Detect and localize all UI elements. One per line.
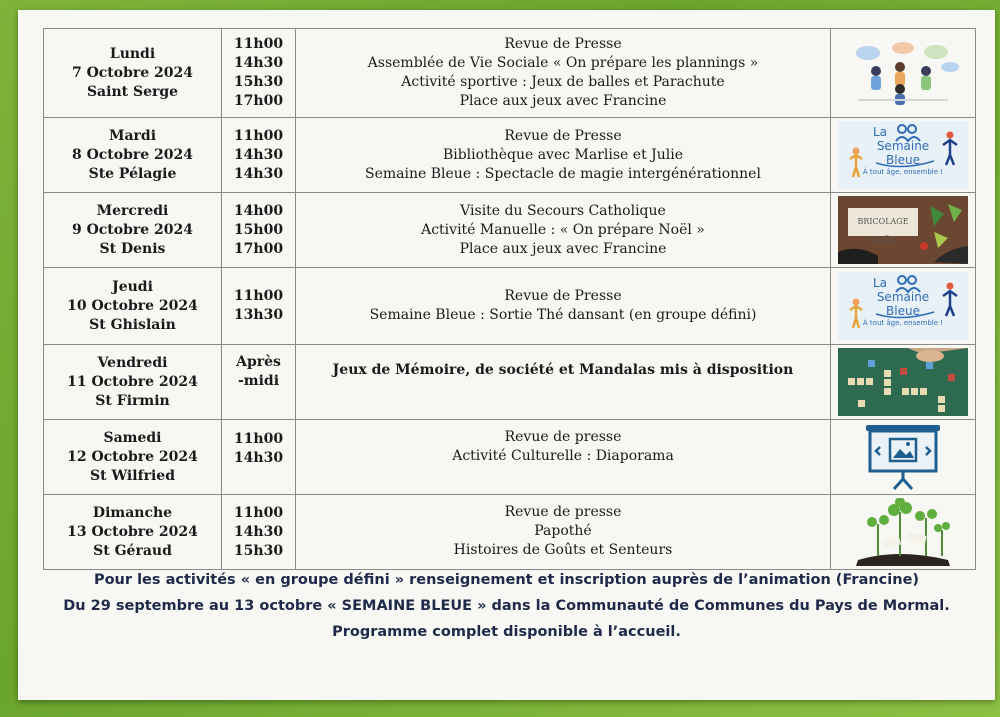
footer-note-group-registration: Pour les activités « en groupe défini » renseignement et inscription auprès de l’animation (Francine) [93, 572, 920, 588]
logo-bleue: Bleue [886, 304, 920, 318]
activity-item: Bibliothèque avec Marlise et Julie [442, 146, 684, 163]
time-slot: 15h00 [233, 221, 284, 238]
activity-item: Revue de Presse [504, 288, 622, 304]
day-date: 8 Octobre 2024 [71, 146, 194, 163]
day-cell [44, 495, 222, 570]
bricolage-noel-photo [838, 196, 968, 264]
time-slot: 14h30 [233, 523, 284, 540]
table-row [44, 495, 976, 570]
time-slot: 17h00 [233, 240, 284, 257]
day-name: Jeudi [112, 278, 153, 295]
activity-item: Semaine Bleue : Sortie Thé dansant (en groupe défini) [369, 307, 757, 323]
table-row [44, 345, 976, 420]
activity-cell [296, 495, 831, 570]
time-slot: 11h00 [233, 36, 284, 52]
activity-item: Revue de presse [504, 504, 622, 520]
time-slot: 14h30 [233, 146, 284, 163]
image-cell [831, 193, 976, 268]
time-slot: 14h30 [233, 55, 284, 71]
day-cell [44, 193, 222, 268]
scrabble-board-photo [838, 348, 968, 416]
activity-cell [296, 29, 831, 118]
logo-tagline: À tout âge, ensemble ! [862, 168, 944, 176]
activity-item: Visite du Secours Catholique [460, 202, 666, 219]
image-cell [831, 118, 976, 193]
day-cell [44, 29, 222, 118]
activity-item: Activité sportive : Jeux de balles et Parachute [401, 74, 725, 90]
day-date: 13 Octobre 2024 [67, 523, 198, 540]
activity-item: Semaine Bleue : Spectacle de magie intergénérationnel [365, 165, 761, 182]
time-cell [222, 495, 296, 570]
day-cell [44, 345, 222, 420]
semaine-bleue-logo [838, 121, 968, 189]
activity-item: Revue de Presse [504, 127, 622, 144]
activity-cell [296, 345, 831, 420]
activity-item: Activité Manuelle : « On prépare Noël » [421, 221, 705, 238]
time-slot: 17h00 [233, 93, 284, 109]
time-cell [222, 268, 296, 345]
table-row [44, 420, 976, 495]
footer-note-semaine-bleue: Du 29 septembre au 13 octobre « SEMAINE BLEUE » dans la Communauté de Communes du Pays de Mormal. [63, 598, 950, 614]
logo-semaine: Semaine [876, 139, 930, 153]
logo-tagline: À tout âge, ensemble ! [862, 319, 944, 327]
image-cell [831, 345, 976, 420]
day-cell [44, 118, 222, 193]
footer-note-program: Programme complet disponible à l’accueil. [332, 624, 681, 640]
time-cell [222, 420, 296, 495]
image-cell [831, 268, 976, 345]
activity-item: Place aux jeux avec Francine [459, 240, 667, 257]
activity-item: Assemblée de Vie Sociale « On prépare les plannings » [367, 55, 759, 71]
printed-schedule-sheet [18, 10, 995, 700]
day-name: Mercredi [96, 202, 169, 219]
time-slot: 14h30 [233, 450, 284, 466]
time-slot: Après-midi [236, 354, 281, 389]
image-cell [831, 420, 976, 495]
weekly-schedule-table [43, 28, 976, 570]
day-name: Samedi [103, 429, 162, 446]
seedlings-photo [838, 498, 968, 566]
time-slot: 11h00 [233, 127, 284, 144]
time-slot: 11h00 [233, 504, 284, 521]
activity-cell [296, 420, 831, 495]
day-date: 7 Octobre 2024 [71, 64, 194, 81]
time-cell [222, 29, 296, 118]
logo-bleue: Bleue [886, 153, 920, 167]
activity-item: Activité Culturelle : Diaporama [452, 448, 674, 464]
activity-item: Histoires de Goûts et Senteurs [453, 542, 673, 558]
activity-cell [296, 193, 831, 268]
time-slot: 13h30 [233, 307, 284, 323]
semaine-bleue-logo [838, 272, 968, 340]
time-cell [222, 118, 296, 193]
activity-item: Place aux jeux avec Francine [459, 93, 667, 109]
bricolage-label: BRICOLAGE NOËL [857, 217, 909, 245]
day-date: 12 Octobre 2024 [67, 448, 198, 465]
image-cell [831, 29, 976, 118]
activity-item: Papothé [534, 523, 592, 539]
day-date: 9 Octobre 2024 [71, 221, 194, 238]
activity-item: Jeux de Mémoire, de société et Mandalas mis à disposition [332, 362, 794, 378]
day-saint: St Ghislain [89, 316, 176, 333]
time-slot: 15h30 [233, 542, 284, 559]
day-name: Mardi [108, 127, 157, 144]
table-row [44, 29, 976, 118]
projector-screen-icon [838, 423, 968, 491]
discussion-group-illustration [838, 39, 968, 107]
day-date: 10 Octobre 2024 [67, 297, 198, 314]
time-cell [222, 345, 296, 420]
time-cell [222, 193, 296, 268]
time-slot: 11h00 [233, 288, 284, 304]
day-date: 11 Octobre 2024 [67, 373, 198, 390]
activity-cell [296, 268, 831, 345]
logo-semaine: Semaine [876, 290, 930, 304]
table-row [44, 193, 976, 268]
activity-item: Revue de Presse [504, 36, 622, 52]
time-slot: 14h00 [233, 202, 284, 219]
activity-cell [296, 118, 831, 193]
time-slot: 15h30 [233, 74, 284, 90]
table-row [44, 118, 976, 193]
day-cell [44, 268, 222, 345]
day-saint: St Firmin [95, 392, 170, 409]
day-saint: St Denis [99, 240, 166, 257]
day-saint: St Géraud [93, 542, 172, 559]
table-row [44, 268, 976, 345]
day-name: Dimanche [92, 504, 173, 521]
time-slot: 11h00 [233, 431, 284, 447]
logo-la: La [872, 276, 888, 290]
day-cell [44, 420, 222, 495]
logo-la: La [872, 125, 888, 139]
image-cell [831, 495, 976, 570]
activity-item: Revue de presse [504, 429, 622, 445]
day-saint: St Wilfried [90, 467, 175, 484]
day-saint: Ste Pélagie [88, 165, 177, 182]
day-saint: Saint Serge [86, 83, 179, 100]
day-name: Vendredi [97, 354, 168, 371]
time-slot: 14h30 [233, 165, 284, 182]
day-name: Lundi [109, 45, 156, 62]
